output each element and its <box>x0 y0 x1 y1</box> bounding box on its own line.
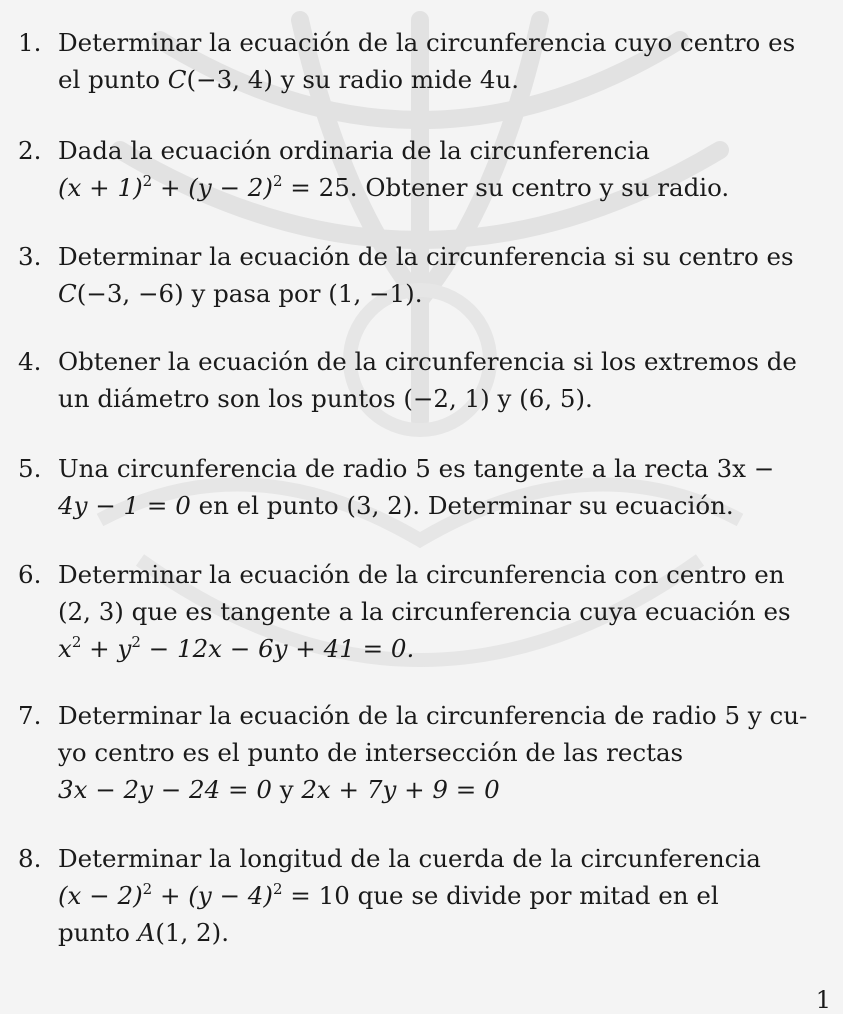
exponent: 2 <box>272 880 283 898</box>
problem-number: 2. <box>18 136 42 165</box>
exponent: 2 <box>131 633 141 651</box>
problem-number: 6. <box>18 560 42 589</box>
problem-text: . Obtener su centro y su radio. <box>349 173 730 202</box>
problem-number: 5. <box>18 454 42 483</box>
problem-text: Obtener la ecuación de la circunferencia si los extremos de <box>58 347 797 376</box>
problem-5 <box>18 450 810 524</box>
math-expression: − 12x − 6y + 41 = 0. <box>140 634 415 663</box>
math-expression: (1, −1) <box>328 279 415 308</box>
problem-number: 7. <box>18 701 42 730</box>
problem-text: . Determinar su ecuación. <box>412 491 734 520</box>
math-expression: + (y − 4) <box>152 881 273 910</box>
problem-text: y <box>271 775 302 804</box>
problem-text: punto <box>58 918 138 947</box>
math-expression: C <box>167 65 187 94</box>
punctuation: . <box>585 384 593 413</box>
problem-text: el punto <box>58 65 168 94</box>
problem-text: Determinar la ecuación de la circunferencia con centro en <box>58 560 785 589</box>
exponent: 2 <box>272 172 283 190</box>
punctuation: . <box>414 279 423 308</box>
problem-text: que se divide por mitad en el <box>349 881 719 910</box>
problem-8 <box>18 840 810 951</box>
problem-6 <box>18 556 810 667</box>
problem-number: 8. <box>18 844 42 873</box>
math-expression: 2x + 7y + 9 = 0 <box>301 775 500 804</box>
problem-2 <box>18 132 810 206</box>
problem-text: que es tangente a la circunferencia cuya ecuación es <box>123 597 791 626</box>
problem-text: un diámetro son los puntos <box>58 384 404 413</box>
problem-text: y pasa por <box>183 279 329 308</box>
problem-number: 3. <box>18 242 42 271</box>
math-expression: C <box>58 279 77 308</box>
problem-3 <box>18 238 810 312</box>
problem-text: Una circunferencia de radio 5 es tangente a la recta 3x − <box>58 454 775 483</box>
problem-text: Determinar la ecuación de la circunferencia si su centro es <box>58 242 794 271</box>
math-expression: (−2, 1) <box>403 384 490 413</box>
page-number: 1 <box>815 986 831 1014</box>
problem-7 <box>18 697 810 808</box>
math-expression: (1, 2) <box>155 918 222 947</box>
problem-1 <box>18 24 810 98</box>
math-expression: x <box>58 634 72 663</box>
math-expression: + (y − 2) <box>152 173 273 202</box>
exponent: 2 <box>142 880 153 898</box>
problem-text: en el punto <box>190 491 347 520</box>
math-expression: (3, 2) <box>346 491 413 520</box>
problem-text: y <box>489 384 520 413</box>
math-expression: 4y − 1 = 0 <box>58 491 191 520</box>
punctuation: . <box>221 918 229 947</box>
problem-4 <box>18 343 810 417</box>
problem-text: yo centro es el punto de intersección de las rectas <box>58 738 684 767</box>
math-expression: A <box>137 918 156 947</box>
math-expression: + y <box>81 634 132 663</box>
math-expression: (x − 2) <box>58 881 143 910</box>
problem-text: Dada la ecuación ordinaria de la circunferencia <box>58 136 650 165</box>
math-expression: = 25 <box>282 173 350 202</box>
problem-text: y su radio mide 4u. <box>272 65 520 94</box>
math-expression: (6, 5) <box>519 384 586 413</box>
math-expression: = 10 <box>282 881 350 910</box>
exponent: 2 <box>142 172 153 190</box>
exponent: 2 <box>71 633 82 651</box>
math-expression: (x + 1) <box>58 173 143 202</box>
math-expression: (2, 3) <box>58 597 124 626</box>
problem-text: Determinar la longitud de la cuerda de la circunferencia <box>58 844 761 873</box>
math-expression: 3x − 2y − 24 = 0 <box>58 775 272 804</box>
math-expression: (−3, −6) <box>76 279 184 308</box>
problem-text: Determinar la ecuación de la circunferencia cuyo centro es <box>58 28 796 57</box>
problem-number: 1. <box>18 28 42 57</box>
problem-number: 4. <box>18 347 42 376</box>
problem-text: Determinar la ecuación de la circunferencia de radio 5 y cu- <box>58 701 808 730</box>
math-expression: (−3, 4) <box>186 65 273 94</box>
